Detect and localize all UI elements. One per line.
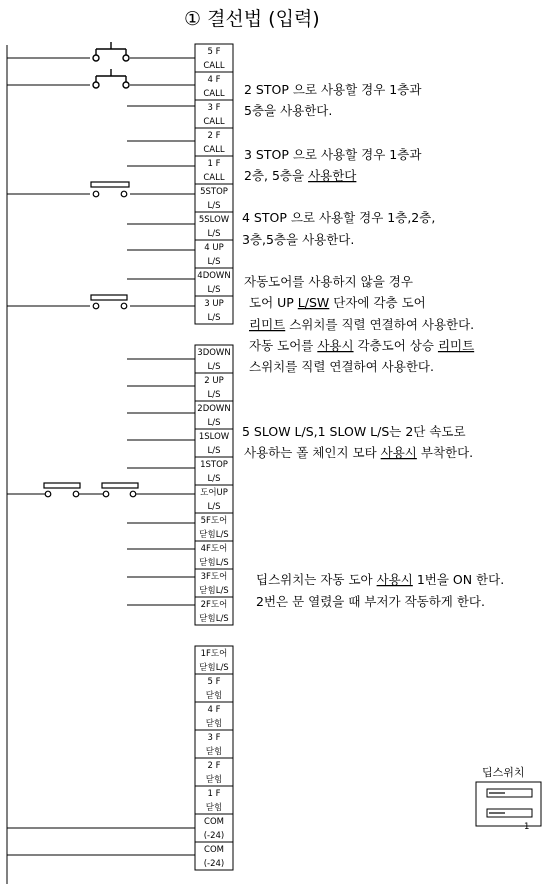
note-3stop-line2: 2층, 5층을 사용한다	[244, 168, 357, 183]
terminal-label-bottom: L/S	[207, 418, 221, 428]
terminal-label-bottom: (-24)	[203, 831, 225, 841]
terminal-label-top: 4F도어	[200, 544, 228, 554]
terminal-label-top: 1 F	[207, 789, 221, 799]
terminal-label-top: 5 F	[207, 677, 221, 687]
terminal-label-top: 5STOP	[200, 187, 228, 197]
terminal-label-bottom: CALL	[203, 145, 225, 155]
terminal-label-bottom: L/S	[207, 362, 221, 372]
terminal-label-bottom: L/S	[207, 474, 221, 484]
note-door-line3: 리미트 스위치를 직렬 연결하여 사용한다.	[249, 317, 475, 332]
terminal-label-bottom: (-24)	[203, 859, 225, 869]
terminal-label-top: 1F도어	[200, 649, 228, 659]
dip-switch	[476, 765, 541, 832]
terminal-label-bottom: CALL	[203, 117, 225, 127]
terminal-label-bottom: L/S	[207, 446, 221, 456]
terminal-label-bottom: L/S	[207, 257, 221, 267]
terminal-label-top: 1STOP	[200, 460, 228, 470]
call-button-4f-symbol	[93, 69, 129, 88]
terminal-label-top: 5F도어	[200, 516, 228, 526]
terminal-label-top: 2 F	[207, 131, 221, 141]
note-3stop-line1: 3 STOP 으로 사용할 경우 1층과	[244, 147, 422, 162]
terminal-label-bottom: 닫힘L/S	[199, 586, 229, 596]
dip-switch-marker: 1	[524, 822, 530, 832]
terminal-label-top: 5SLOW	[198, 215, 230, 225]
terminal-label-top: COM	[204, 845, 224, 855]
note-door-line2: 도어 UP L/SW 단자에 각층 도어	[249, 295, 426, 310]
terminal-label-top: 4 UP	[204, 243, 224, 253]
terminal-label-top: 2 F	[207, 761, 221, 771]
note-2stop-line2: 5층을 사용한다.	[244, 103, 333, 118]
terminal-block-group-1	[195, 44, 233, 324]
note-slow-line2: 사용하는 폴 체인지 모타 사용시 부착한다.	[244, 445, 474, 460]
terminal-label-bottom: L/S	[207, 285, 221, 295]
terminal-label-bottom: CALL	[203, 61, 225, 71]
terminal-label-bottom: L/S	[207, 313, 221, 323]
terminal-label-top: 3 F	[207, 733, 221, 743]
terminal-label-top: 4 F	[207, 75, 221, 85]
terminal-label-top: COM	[204, 817, 224, 827]
terminal-label-bottom: 닫힘	[205, 775, 223, 785]
terminal-label-top: 5 F	[207, 47, 221, 57]
terminal-label-bottom: L/S	[207, 390, 221, 400]
terminal-label-top: 3 UP	[204, 299, 224, 309]
terminal-label-top: 3F도어	[200, 572, 228, 582]
terminal-label-top: 1 F	[207, 159, 221, 169]
note-2stop-line1: 2 STOP 으로 사용할 경우 1층과	[244, 82, 422, 97]
terminal-block-group-3	[195, 646, 233, 870]
note-door-line5: 스위치를 직렬 연결하여 사용한다.	[249, 359, 434, 374]
terminal-label-top: 4DOWN	[197, 271, 231, 281]
wires	[7, 58, 195, 855]
terminal-label-top: 2DOWN	[197, 404, 231, 414]
limit-switch-3up-symbol	[91, 295, 127, 309]
terminal-label-bottom: 닫힘	[205, 803, 223, 813]
terminal-label-bottom: L/S	[207, 502, 221, 512]
limit-switch-5stop-symbol	[91, 182, 129, 197]
terminal-label-bottom: 닫힘L/S	[199, 558, 229, 568]
terminal-label-top: 3DOWN	[197, 348, 231, 358]
terminal-label-top: 2 UP	[204, 376, 224, 386]
note-door-line1: 자동도어를 사용하지 않을 경우	[244, 274, 413, 289]
terminal-label-top: 2F도어	[200, 600, 228, 610]
call-button-5f-symbol	[93, 42, 129, 61]
terminal-label-bottom: 닫힘L/S	[199, 614, 229, 624]
terminal-label-bottom: 닫힘L/S	[199, 530, 229, 540]
terminal-label-bottom: CALL	[203, 89, 225, 99]
terminal-label-bottom: L/S	[207, 201, 221, 211]
terminal-label-top: 도어UP	[200, 488, 228, 498]
terminal-label-bottom: CALL	[203, 173, 225, 183]
terminal-label-bottom: 닫힘	[205, 719, 223, 729]
terminal-label-bottom: 닫힘L/S	[199, 663, 229, 673]
terminal-block-group-2	[195, 345, 233, 625]
notes	[242, 82, 504, 609]
note-4stop-line2: 3층,5층을 사용한다.	[242, 232, 355, 247]
note-dip-line2: 2번은 문 열렸을 때 부저가 작동하게 한다.	[256, 594, 485, 609]
dip-switch-label: 딥스위치	[482, 766, 525, 779]
terminal-label-top: 3 F	[207, 103, 221, 113]
note-door-line4: 자동 도어를 사용시 각층도어 상승 리미트	[249, 338, 475, 353]
terminal-label-top: 4 F	[207, 705, 221, 715]
note-slow-line1: 5 SLOW L/S,1 SLOW L/S는 2단 속도로	[242, 424, 466, 439]
terminal-label-bottom: 닫힘	[205, 747, 223, 757]
door-up-limit-switch-1-symbol	[44, 483, 80, 497]
note-dip-line1: 딥스위치는 자동 도아 사용시 1번을 ON 한다.	[256, 572, 505, 587]
door-up-limit-switch-2-symbol	[102, 483, 138, 497]
terminal-label-bottom: L/S	[207, 229, 221, 239]
note-4stop-line1: 4 STOP 으로 사용할 경우 1층,2층,	[242, 210, 436, 225]
page-title: ① 결선법 (입력)	[184, 8, 320, 30]
terminal-label-bottom: 닫힘	[205, 691, 223, 701]
terminal-label-top: 1SLOW	[198, 432, 230, 442]
